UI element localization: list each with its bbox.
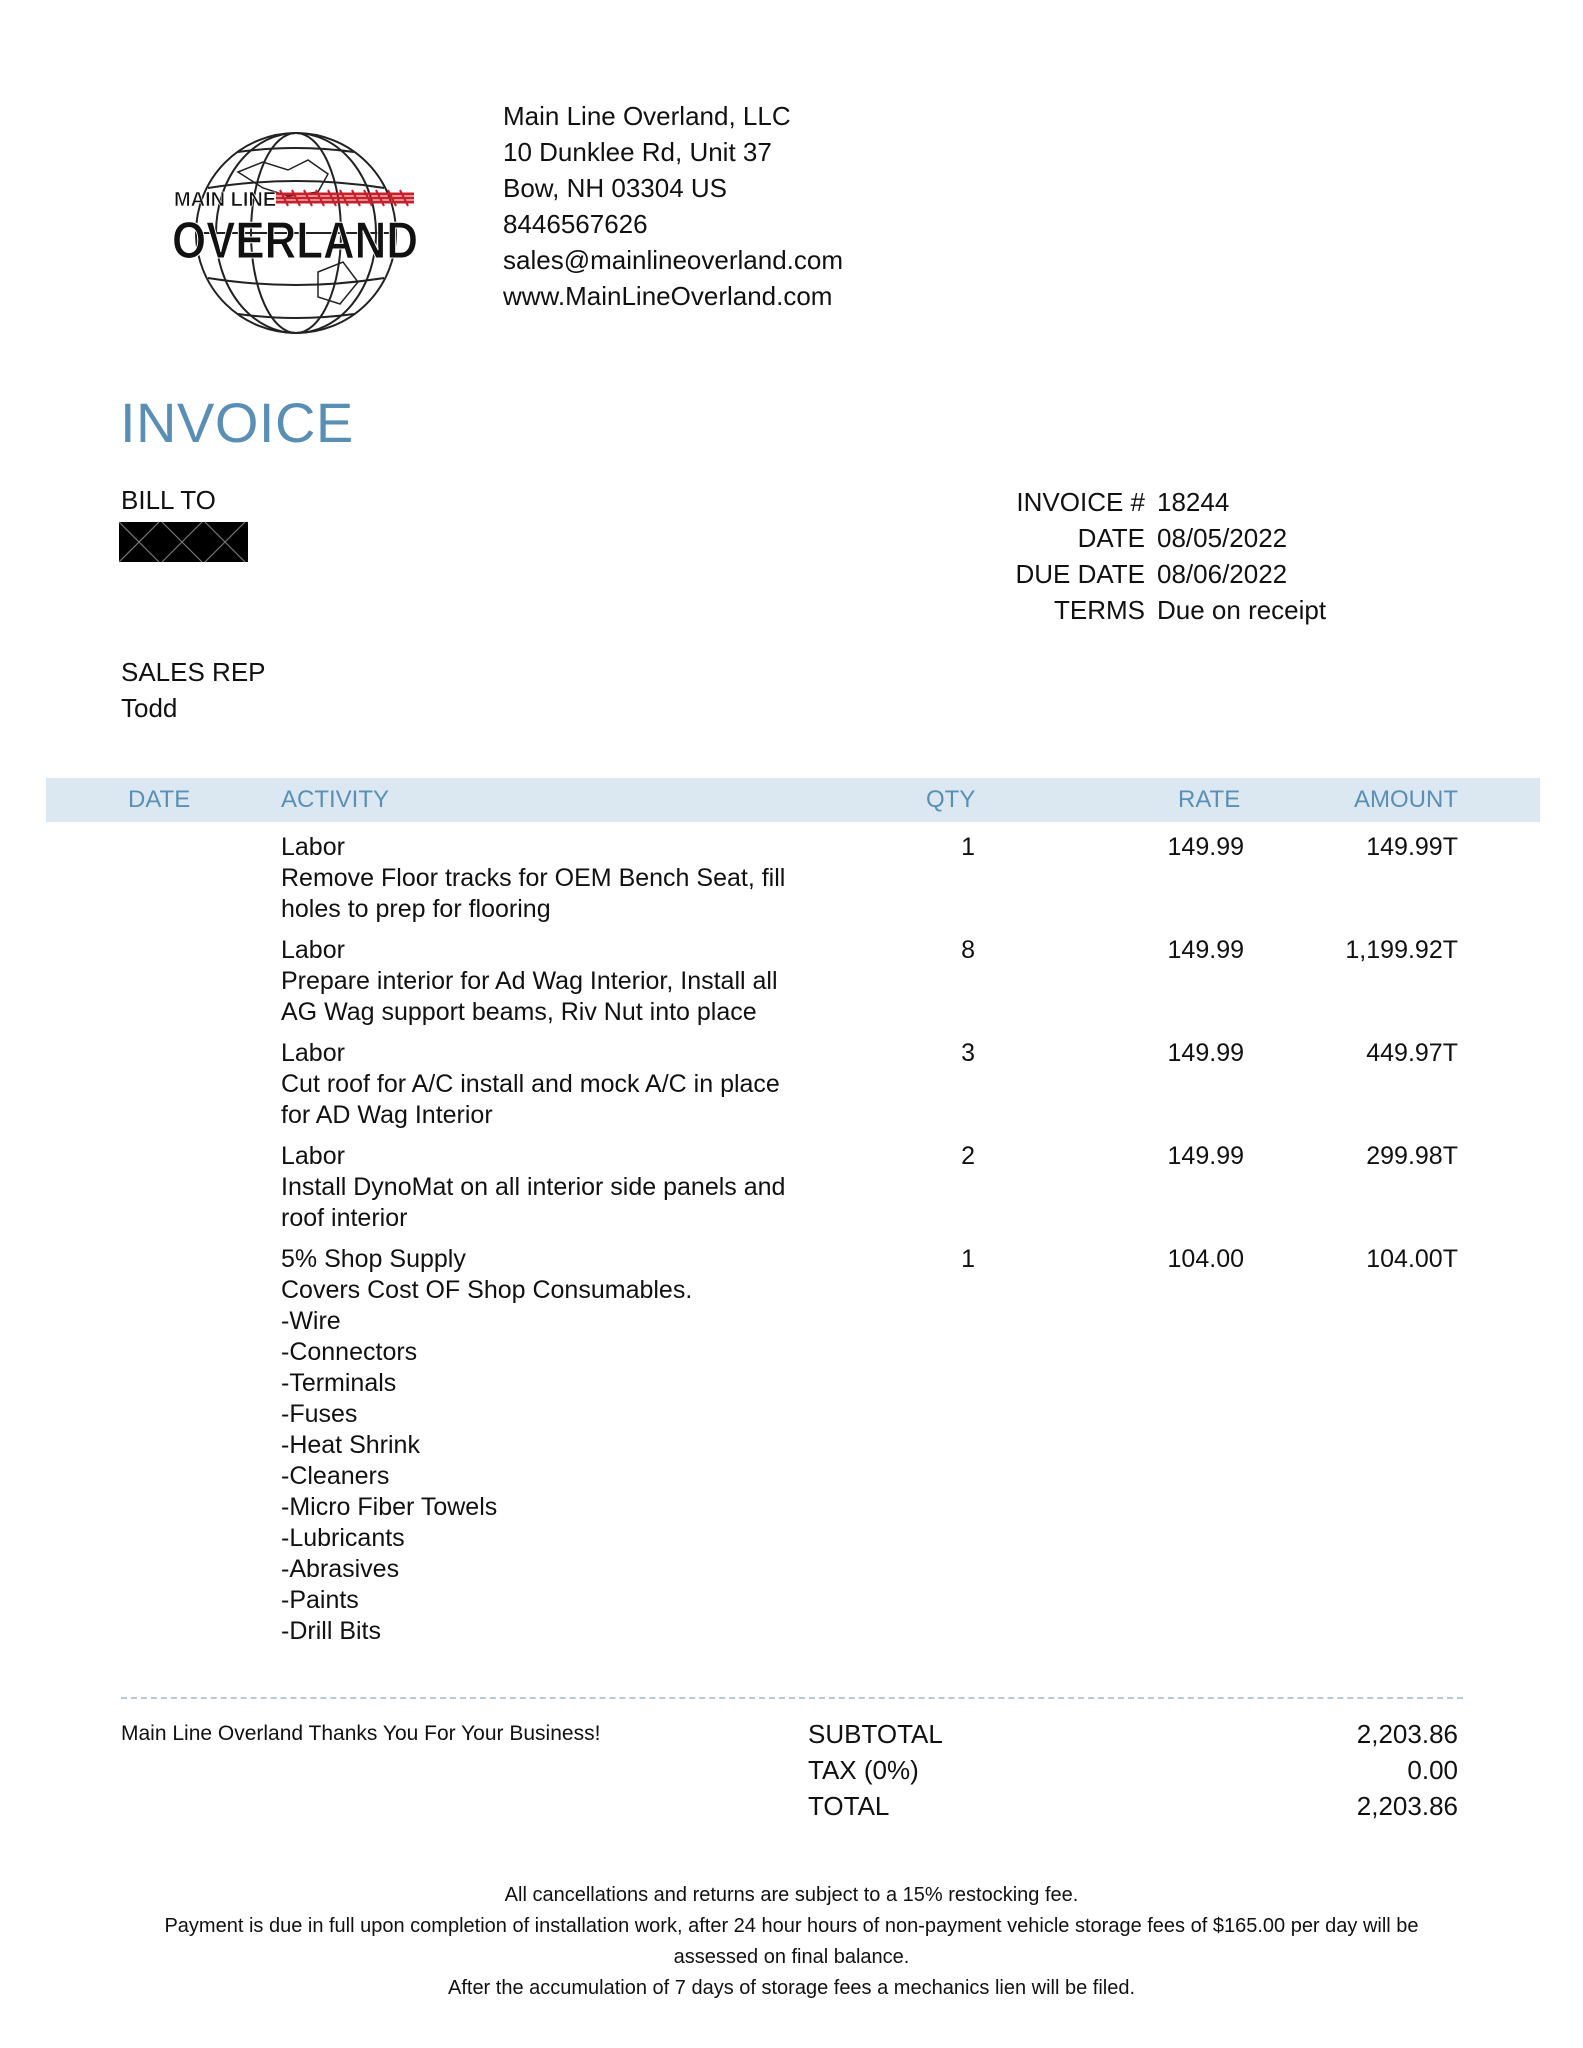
activity-cell (281, 1038, 841, 1131)
amount-cell: 299.98T (1366, 1142, 1458, 1170)
activity-desc-line: -Lubricants (281, 1524, 405, 1552)
company-website: www.MainLineOverland.com (503, 281, 833, 311)
company-address-line2: Bow, NH 03304 US (503, 173, 728, 203)
meta-row-invoice-number (845, 484, 1377, 520)
activity-desc-line: Install DynoMat on all interior side panels and (281, 1173, 786, 1201)
qty-cell: 2 (961, 1142, 975, 1170)
globe-logo-icon (168, 122, 424, 344)
rate-cell: 149.99 (1167, 936, 1244, 964)
table-row (0, 1141, 1583, 1244)
activity-desc-line: -Heat Shrink (281, 1431, 420, 1459)
amount-cell: 104.00T (1366, 1245, 1458, 1273)
activity-desc-line: -Wire (281, 1307, 341, 1335)
activity-desc-line: -Drill Bits (281, 1617, 381, 1645)
column-header-rate: RATE (1178, 786, 1241, 813)
qty-cell: 8 (961, 936, 975, 964)
activity-desc-line: Prepare interior for Ad Wag Interior, Install all (281, 967, 778, 995)
meta-value: 18244 (1157, 487, 1230, 517)
activity-title: Labor (281, 833, 345, 861)
activity-desc-line: Remove Floor tracks for OEM Bench Seat, fill (281, 864, 786, 892)
amount-cell: 449.97T (1366, 1039, 1458, 1067)
sales-rep-label: SALES REP (121, 657, 266, 687)
activity-title: 5% Shop Supply (281, 1245, 466, 1273)
bill-to-label: BILL TO (121, 485, 216, 515)
table-row (0, 935, 1583, 1038)
activity-desc-line: -Fuses (281, 1400, 358, 1428)
company-address-line1: 10 Dunklee Rd, Unit 37 (503, 137, 772, 167)
tax-row (808, 1752, 1458, 1788)
meta-label: DUE DATE (1015, 559, 1145, 589)
activity-desc-line: roof interior (281, 1204, 408, 1232)
rate-cell: 149.99 (1167, 833, 1244, 861)
column-header-date: DATE (128, 786, 191, 813)
totals-block (808, 1716, 1458, 1824)
logo-text-top: MAIN LINE (174, 189, 277, 211)
amount-cell: 149.99T (1366, 833, 1458, 861)
logo-text-main: OVERLAND (172, 212, 418, 270)
company-phone: 8446567626 (503, 209, 648, 239)
rate-cell: 149.99 (1167, 1039, 1244, 1067)
meta-row-due-date (845, 556, 1377, 592)
terms-footer (100, 1880, 1483, 2004)
activity-desc-line: -Abrasives (281, 1555, 400, 1583)
qty-cell: 3 (961, 1039, 975, 1067)
table-header (46, 778, 1540, 822)
meta-row-date (845, 520, 1377, 556)
total-row (808, 1788, 1458, 1824)
activity-desc-line: for AD Wag Interior (281, 1101, 493, 1129)
tax-label: TAX (0%) (808, 1755, 919, 1785)
activity-desc-line: Cut roof for A/C install and mock A/C in place (281, 1070, 780, 1098)
activity-desc-line: -Terminals (281, 1369, 397, 1397)
column-header-activity: ACTIVITY (281, 786, 390, 813)
table-row (0, 832, 1583, 935)
total-label: TOTAL (808, 1791, 890, 1821)
subtotal-row (808, 1716, 1458, 1752)
activity-cell (281, 1141, 841, 1234)
activity-desc-line: Covers Cost OF Shop Consumables. (281, 1276, 693, 1304)
table-row (0, 1038, 1583, 1141)
line-items (0, 832, 1583, 1654)
footer-line: After the accumulation of 7 days of storage fees a mechanics lien will be filed. (447, 1977, 1136, 1999)
activity-desc-line: holes to prep for flooring (281, 895, 551, 923)
column-header-qty: QTY (926, 786, 976, 813)
column-header-amount: AMOUNT (1354, 786, 1458, 813)
meta-row-terms (845, 592, 1377, 628)
total-value: 2,203.86 (1356, 1791, 1458, 1821)
company-name: Main Line Overland, LLC (503, 101, 791, 131)
amount-cell: 1,199.92T (1345, 936, 1458, 964)
redaction-pattern-icon (119, 522, 248, 562)
thanks-message: Main Line Overland Thanks You For Your Business! (121, 1722, 601, 1745)
subtotal-value: 2,203.86 (1356, 1719, 1458, 1749)
activity-cell (281, 1244, 841, 1647)
activity-title: Labor (281, 1039, 345, 1067)
meta-label: DATE (1077, 523, 1145, 553)
meta-label: TERMS (1054, 595, 1145, 625)
activity-cell (281, 935, 841, 1028)
qty-cell: 1 (961, 833, 975, 861)
footer-line: assessed on final balance. (673, 1946, 910, 1968)
footer-line: All cancellations and returns are subject to a 15% restocking fee. (504, 1884, 1079, 1906)
activity-desc-line: -Cleaners (281, 1462, 390, 1490)
company-email: sales@mainlineoverland.com (503, 245, 843, 275)
meta-value: 08/05/2022 (1157, 523, 1288, 553)
redacted-block (119, 522, 248, 562)
activity-title: Labor (281, 936, 345, 964)
meta-value: 08/06/2022 (1157, 559, 1288, 589)
activity-title: Labor (281, 1142, 345, 1170)
activity-desc-line: -Paints (281, 1586, 359, 1614)
table-row (0, 1244, 1583, 1654)
company-logo (168, 122, 424, 344)
invoice-title: INVOICE (120, 391, 354, 454)
meta-label: INVOICE # (1016, 487, 1145, 517)
sales-rep-name: Todd (121, 693, 178, 723)
activity-desc-line: AG Wag support beams, Riv Nut into place (281, 998, 757, 1026)
activity-cell (281, 832, 841, 925)
rate-cell: 104.00 (1167, 1245, 1244, 1273)
company-info (503, 98, 843, 314)
rate-cell: 149.99 (1167, 1142, 1244, 1170)
activity-desc-line: -Micro Fiber Towels (281, 1493, 498, 1521)
footer-line: Payment is due in full upon completion of installation work, after 24 hour hours of non-payment vehicle storage fees of $165.00 per day will be (164, 1915, 1419, 1937)
qty-cell: 1 (961, 1245, 975, 1273)
invoice-meta (845, 484, 1377, 628)
activity-desc-line: -Connectors (281, 1338, 418, 1366)
meta-value: Due on receipt (1157, 595, 1327, 625)
tax-value: 0.00 (1407, 1755, 1458, 1785)
subtotal-label: SUBTOTAL (808, 1719, 943, 1749)
totals-divider (121, 1697, 1463, 1699)
